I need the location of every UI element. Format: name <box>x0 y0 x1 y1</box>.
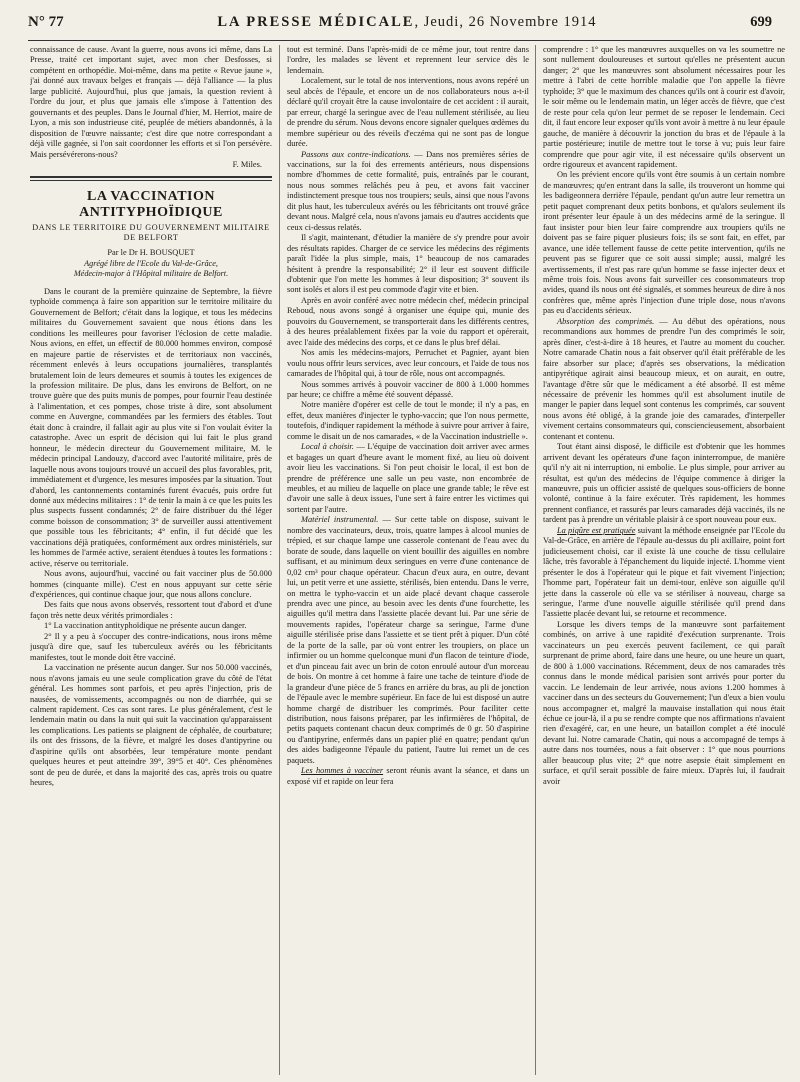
header-rule <box>28 40 772 41</box>
section-heading: Matériel instrumental. <box>301 515 379 525</box>
paragraph: Des faits que nous avons observés, ressortent tout d'abord et d'une façon très nette deux vérités primordiales : <box>30 600 272 620</box>
column-divider <box>279 45 280 1075</box>
paragraph: Il s'agit, maintenant, d'étudier la manière de s'y prendre pour avoir des résultats rapides. Charger de ce service les médecins des régiments paraît l'idée la plus simple, mais, 1° beaucoup de nos camarades hésitent à prendre la responsabilité; 2° il leur est souvent difficile d'obtenir que l'on mette les hommes à leur disposition; 3° souvent ils sont isolés et alors il est peu commode d'agir vite et bien. <box>287 233 529 295</box>
paragraph: Après en avoir conféré avec notre médecin chef, médecin principal Reboud, nous avons songé à organiser une équipe qui, munie des pouvoirs du Gouvernement, se transporterait dans les différents centres, à des heures préalablement fixées par la voie du rapport et opérerait, avec l'aide des médecins des corps, et ce dans le plus bref délai. <box>287 295 529 347</box>
column-2 <box>287 45 529 1075</box>
article-title: LA VACCINATION ANTITYPHOÏDIQUE <box>79 189 223 221</box>
author-affiliation <box>30 259 272 279</box>
article-separator <box>30 176 272 181</box>
page-number: 699 <box>750 14 772 30</box>
section-heading: La piqûre est pratiquée <box>557 525 636 535</box>
section-heading: Les hommes à vacciner <box>301 766 384 776</box>
section-heading: Local à choisir. <box>301 442 354 452</box>
paragraph: Tout étant ainsi disposé, le difficile est d'obtenir que les hommes arrivent devant les opérateurs d'une façon ininterrompue, de manière qu'il n'y ait ni interruption, ni embolie. Le plus simple, pour arriver au résultat, est qu'un des médecins de l'équipe commence à diriger la manœuvre, puis un officier assisté de quelques sous-officiers de bonne volonté, continue à la faire exécuter. Très rapidement, les hommes prennent confiance, et rassurés par leurs camarades déjà vaccinés, ils ne tardent pas à prendre un véritable plaisir à ce sport nouveau pour eux. <box>543 442 785 525</box>
article-subtitle: DE BELFORT <box>123 233 179 243</box>
section-text: — Au début des opérations, nous recommandions aux hommes de prendre l'un des comprimés le soir, après dîner, c'est-à-dire à 18 heures, et l'autre au moment du coucher. Notre camarade Chatin nous a fait observer qu'il était préférable de les faire absorber sur place; d'après ses observations, la médication antipyrétique agirait ainsi beaucoup mieux, et on aurait, en outre, l'avantage d'être sûr que le médicament a été absorbé. Il est même nécessaire de prévenir les hommes qu'il est absolument inutile de manger le papier dans lequel sont contenus les comprimés, car souvent nous avons été obligé, à la grande joie des camarades, d'interpeller vivement certains consommateurs qui, consciencieusement, absorbaient contenant et contenu. <box>543 316 785 441</box>
issue-number: N° 77 <box>28 14 64 30</box>
paragraph: 1° La vaccination antityphoïdique ne présente aucun danger. <box>44 621 247 631</box>
column-1 <box>30 45 272 1075</box>
paragraph: tout est terminé. Dans l'après-midi de ce même jour, tout rentre dans l'ordre, les malades se lèvent et reprennent leur service dès le lendemain. <box>287 45 529 75</box>
paragraph: 2° Il y a peu à s'occuper des contre-indications, nous irons même jusqu'à dire que, sauf les tuberculeux avérés ou les fébricitants manifestes, tout le monde doit être vacciné. <box>30 631 272 662</box>
signature: F. Miles. <box>232 159 262 169</box>
section-heading: Passons aux contre-indications. <box>301 149 411 159</box>
paragraph <box>287 766 529 787</box>
affiliation-line: Agrégé libre de l'Ecole du Val-de-Grâce, <box>84 258 218 268</box>
paragraph <box>543 317 785 442</box>
paragraph <box>287 150 529 234</box>
section-text: — Sur cette table on dispose, suivant le nombre des vaccinateurs, deux, trois, quatre lampes à alcool munies de trépied, et sur chaque lampe une casserole contenant de l'eau avec du borate de soude, dans laquelle on vient bouillir des aiguilles en nombre suffisant, et au minimum deux seringues en verre d'une contenance de 0,02 cm³ pour chaque opérateur. Chacun d'eux aura, en outre, devant lui, un petit verre et une assiette, stérilisés, bien entendu. Dans le verre, on mettra le typho-vaccin et un aide placé devant chaque casserole prendra avec une pince, au besoin avec les dents d'une fourchette, les aiguilles qu'il mettra dans l'assiette placée devant lui. Par une série de mouvements rapides, l'opérateur charge sa seringue, l'arme d'une aiguille stérilisée prise dans l'assiette et se tient prêt à piquer. D'un côté de la porte de la salle, par où vont entrer les troupiers, on place un infirmier ou un homme quelconque muni d'un flacon de teinture d'iode, et d'un pinceau fait avec un brin de coton enroulé autour d'un morceau de bois. On montre à cet homme à faire une tache de teinture d'iode de la grandeur d'une pièce de 5 francs en arrière du bras, au pli de jonction de l'épaule avec le membre supérieur. En face de lui est disposé un autre homme chargé de distribuer les comprimés. Pour faciliter cette distribution, nous faisons préparer, par les infirmières de l'hôpital, de petits paquets contenant chacun deux comprimés de 0 gr. 50 d'aspirine ou d'antipyrine, enfermés dans un papier plié en quatre; pendant qu'un des aides badigeonne l'épaule du patient, l'autre lui remet un de ces paquets. <box>287 515 529 765</box>
paragraph: Localement, sur le total de nos interventions, nous avons repéré un seul abcès de l'épaule, et encore un de nos collaborateurs nous a-t-il déclaré qu'il croyait être la cause involontaire de cet accident : il aurait, par erreur, chargé la seringue avec de l'eau nullement stérilisée, au lieu de prendre du sérum. Nous devons encore signaler quelques œdèmes du membre supérieur ou des réveils d'eczéma qui ne sont pas de longue durée. <box>287 76 529 149</box>
issue-date: , Jeudi, 26 Novembre 1914 <box>414 14 597 30</box>
column-3 <box>543 45 785 1075</box>
paragraph: Lorsque les divers temps de la manœuvre sont parfaitement combinés, on arrive à une rapidité d'exécution surprenante. Trois vaccinateurs un peu exercés peuvent facilement, ce qui paraît surprenant de prime abord, faire dans une heure, ou une heure un quart, de 800 à 1.000 vaccinations. Récemment, deux de nos camarades très connus dans le monde médical parisien sont arrivés pour porter du vaccin. Le lendemain de leur arrivée, nous avions 1.200 hommes à vacciner dans un des secteurs du Gouvernement; l'un d'eux a bien voulu nous accompagner et, malgré la mauvaise installation qui nous était échue ce jour-là, il a pu se rendre compte que nos affirmations n'avaient rien d'exagéré, car, en une heure, un bataillon complet a été inoculé devant lui. Notre camarade Chatin, qui nous a accompagné de temps à autre dans nos tournées, nous a fait observer : 1° que nous pourrions aller beaucoup plus vite; 2° que notre asepsie était simplement en surface, et qu'il serait possible de faire mieux. D'après lui, il faudrait avoir <box>543 619 785 786</box>
paragraph: La vaccination ne présente aucun danger. Sur nos 50.000 vaccinés, nous n'avons jamais eu une seule complication grave du côté de l'état général. Les hommes sont parfois, et peu après l'injection, pris de nausées, de vomissements, accompagnés ou non de diarrhée, qui se calment rapidement. Ces cas sont rares. Le plus généralement, c'est le lendemain matin ou dans la nuit qui suit la vaccination qu'apparaissent les complications. Les patients se plaignent de céphalée, de courbature; ils ont des frissons, de la fièvre, et malgré les doses d'antipyrine ou d'aspirine qu'ils ont absorbées, leur température monte pendant quelques heures et peut atteindre 39°, 39°5 et 40°. Ces phénomènes sont de peu de durée, et dans la majorité des cas, après trois ou quatre heures, <box>30 663 272 788</box>
journal-name: LA PRESSE MÉDICALE <box>217 14 415 30</box>
paragraph: Dans le courant de la première quinzaine de Septembre, la fièvre typhoïde commença à faire son apparition sur le territoire militaire du Gouvernement de Belfort; c'était dans la logique, et tous les médecins militaires du Gouvernement savaient que nous étions dans les conditions les meilleures pour favoriser l'éclosion de cette maladie. Nous avions, en effet, un effectif de 80.000 hommes environ, composé en majeure partie de réservistes et de territoriaux non vaccinés, récemment enlevés à leurs occupations journalières, transplantés brutalement loin de leurs demeures et soumis à toutes les exigences de la profession militaire. De plus, dans les environs de Belfort, on ne trouve guère que des puits munis de pompes, pour fournir l'eau destinée à l'alimentation, et ces pompes, chose triste à dire, sont absolument comme en Auvergne, commandées par les fermiers des étables. Tout était donc à craindre, il fallait agir au plus vite si l'on voulait éviter la catastrophe. Avec un esprit de décision qui lui fait le plus grand honneur, le médecin directeur du Gouvernement militaire, M. le médecin principal Landouzy, d'accord avec l'autorité militaire, près de laquelle nous avons toujours trouvé un accueil des plus favorables, prit, immédiatement et d'urgence, les mesures imposées par la situation. Tout d'abord, les cantonnements contaminés furent évacués, puis ordre fut donné aux médecins militaires : 1° de tenir la main à ce que les puits les plus suspects fussent condamnés; 2° de faire distribuer du thé léger comme boisson de consommation; 3° de surveiller aussi attentivement que possible tous les fébricitants; 4° enfin, il fut décidé que les vaccinations déjà pratiquées, conformément aux ordres ministériels, sur les hommes de l'armée active, seraient étendues à toutes les formations : active, réserve ou territoriale. <box>30 286 272 568</box>
paragraph: Nos amis les médecins-majors, Perruchet et Pagnier, ayant bien voulu nous offrir leurs services, avec leur concours, et l'aide de tous nos camarades de l'hôpital qui, à tour de rôle, nous ont accompagnés. <box>287 348 529 379</box>
affiliation-line: Médecin-major à l'Hôpital militaire de Belfort. <box>73 268 229 278</box>
page-header <box>28 14 772 38</box>
journal-title <box>217 14 596 31</box>
section-text: suivant la méthode enseignée par l'Ecole du Val-de-Grâce, en arrière de l'épaule au-dessus du pli axillaire, point fort judicieusement choisi, car il existe là une couche de tissu cellulaire lâche, très favorable à l'épanchement du liquide injecté. L'homme vient présenter le dos à l'opérateur qui le pique et fait vivement l'injection; l'homme part, l'opérateur fait un demi-tour, enlève son aiguille qu'il jette dans la casserole où elle va se stériliser à nouveau, charge sa seringue, l'arme d'une nouvelle aiguille stérilisée qu'il prend dans l'assiette placée devant lui, se retourne et recommence. <box>543 525 785 619</box>
section-heading: Absorption des comprimés. <box>557 316 655 326</box>
paragraph: Nous sommes arrivés à pouvoir vacciner de 800 à 1.000 hommes par heure; ce chiffre a même été souvent dépassé. <box>287 379 529 399</box>
paragraph: Notre manière d'opérer est celle de tout le monde; il n'y a pas, en effet, deux manières d'injecter le typho-vaccin; que l'on nous permette, toutefois, d'indiquer rapidement la méthode à suivre pour arriver à faire, comme le disait un de nos camarades, « de la Vaccination industrielle ». <box>287 400 529 441</box>
paragraph <box>287 515 529 766</box>
section-text: seront réunis avant la séance, et dans un exposé vif et rapide on leur fera <box>287 766 529 786</box>
paragraph: On les prévient encore qu'ils vont être soumis à un certain nombre de manœuvres; qu'en entrant dans la salle, ils trouveront un homme qui les badigeonnera derrière l'épaule, pendant qu'un autre leur remettra un petit paquet comprenant deux petits bonbons, et qu'alors seulement ils iront présenter leur épaule à un des médecins armé de la seringue. Il faut insister pour bien leur faire comprendre aux troupiers qu'ils ne doivent pas se faire piquer plusieurs fois; ils se sont fait, en effet, par avance, une idée tellement fausse de cette petite intervention, qu'ils ne peuvent pas se figurer que ce soit aussi simple; aussi, malgré les avertissements, il n'est pas rare qu'un homme se fasse injecter deux et même trois fois. Nous avons fait surveiller ces consommateurs trop avides, quand ils nous ont été signalés, et sommes heureux de dire à nos confrères que, même après l'injection d'une triple dose, nous n'avons pas eu d'accidents sérieux. <box>543 170 785 316</box>
paragraph: connaissance de cause. Avant la guerre, nous avons ici même, dans La Presse, traité cet important sujet, avec mon cher Desfosses, si compétent en orthopédie. Moi-même, dans ma petite « Revue jaune », j'ai donné aux travaux belges et français — déjà l'alliance — la plus large publicité. Aujourd'hui, plus que jamais, la question revient à l'ordre du jour, et plus que jamais elle s'impose à l'attention des gouvernants et des peuples. Dans le Journal d'hier, M. Herriot, maire de Lyon, a mis son industrieuse cité, peuplée de métiers abandonnés, à la disposition de l'œuvre naissante; c'est dire que notre correspondant a déjà ville gagnée, si l'on sait coordonner les efforts et si l'on persévère. Mais persévérerons-nous? <box>30 45 272 159</box>
paragraph <box>543 526 785 620</box>
section-text: — L'équipe de vaccination doit arriver avec armes et bagages un quart d'heure avant le moment fixé, au lieu où doivent avoir lieu les vaccinations. Si l'on peut choisir le local, il est bon de prendre de préférence une salle un peu vaste, non encombrée de meubles, et au milieu de laquelle on place une grande table; le rêve est d'avoir une salle à deux issues, l'une sert à faire entrer les victimes qui sortent par l'autre. <box>287 442 529 514</box>
article-subtitle: DANS LE TERRITOIRE DU GOUVERNEMENT MILITAIRE <box>32 223 270 233</box>
column-divider <box>535 45 536 1075</box>
section-text: — Dans nos premières séries de vaccinations, sur la foi des errements antérieurs, nous dispensions nombre d'hommes de cette formalité, puis, entraînés par le courant, nous nous sommes relâchés peu à peu, et avons fait vacciner indistinctement presque tous nos troupiers; seuls, ainsi que nous l'avons dit plus haut, les tuberculeux avérés ou les fébricitants ont trouvé grâce devant nous. Malgré cela, nous n'avons jamais eu d'autres accidents que ceux ci-dessus relatés. <box>287 149 529 232</box>
paragraph <box>287 442 529 515</box>
byline: Par le Dr H. BOUSQUET <box>107 248 195 258</box>
paragraph: comprendre : 1° que les manœuvres auxquelles on va les soumettre ne sont nullement douloureuses et surtout qu'elles ne présentent aucun danger; 2° que les manœuvres sont absolument nécessaires pour les mettre à l'abri de cette horrible maladie que l'on appelle la fièvre typhoïde; 3° que le maximum des chances qu'ils ont à courir est d'avoir, le soir même ou le lendemain matin, un léger accès de fièvre, que c'est de reste pour cela qu'on leur permet de se reposer le lendemain. Ceci dit, il faut encore leur exposer qu'ils vont avoir à mettre à nu leur épaule gauche, de manière à découvrir la jonction du bras et de l'épaule à la partie postérieure; inutile de mettre tout le torse à vu; puis leur faire comprendre que pour agir vite, il est nécessaire qu'ils observent un ordre rigoureux et avancent rapidement. <box>543 45 785 169</box>
paragraph: Nous avons, aujourd'hui, vacciné ou fait vacciner plus de 50.000 hommes (cinquante mille). C'est en nous appuyant sur cette série d'expériences, qui continue chaque jour, que nous allons conclure. <box>30 569 272 600</box>
